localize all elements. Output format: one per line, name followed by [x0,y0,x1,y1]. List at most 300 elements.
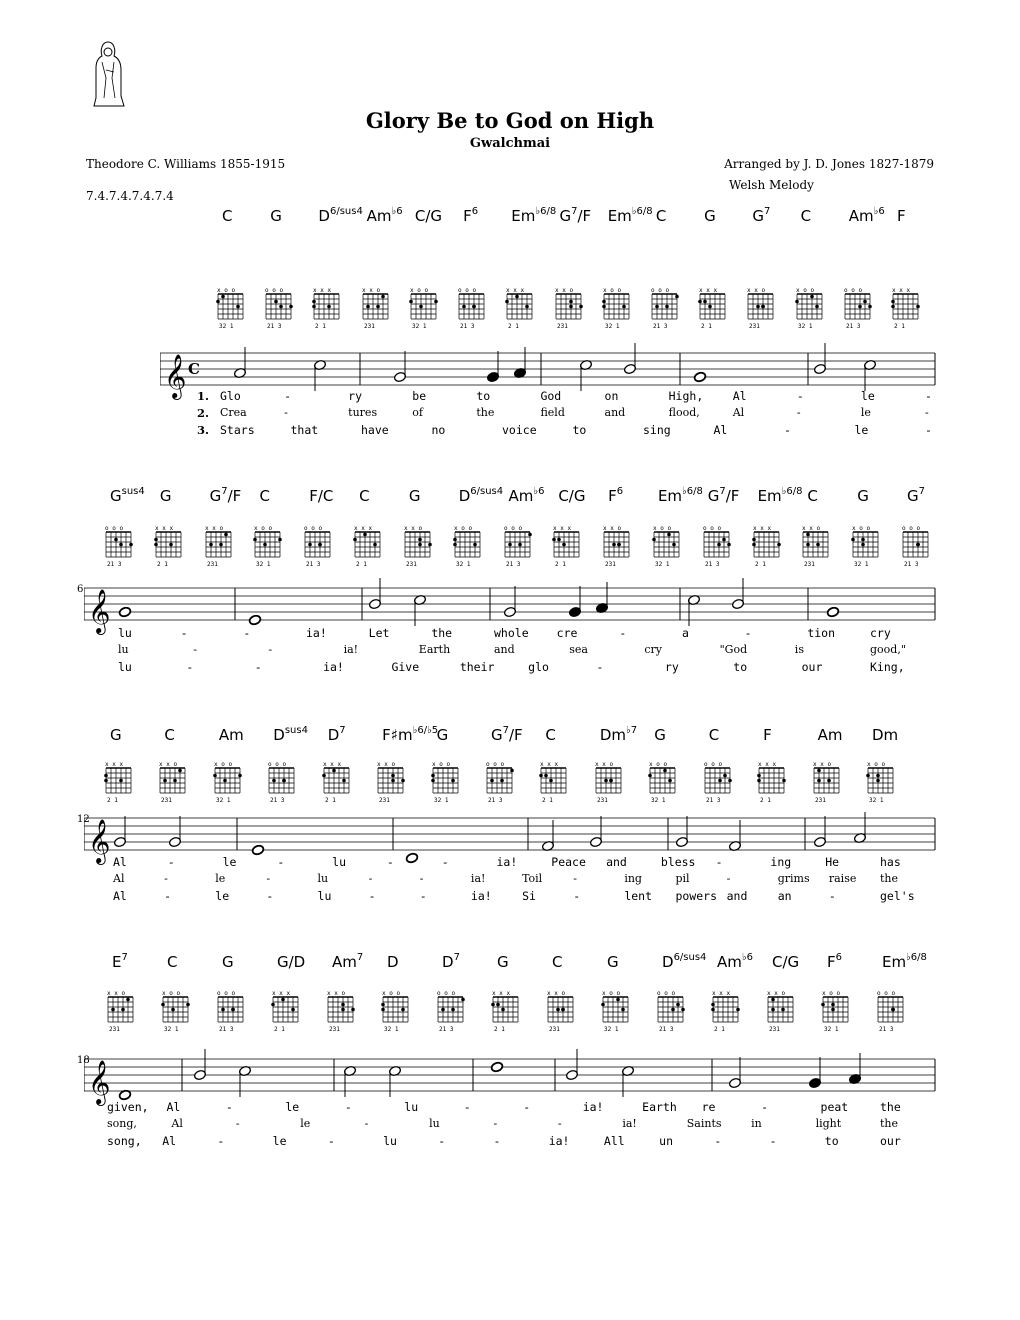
svg-text:o o o: o o o [437,990,456,997]
chord-diagram [161,989,195,1037]
lyric-syllable: light [815,1117,842,1130]
chord-symbol: $G^7/F$ [707,486,740,505]
svg-text:2 1: 2 1 [714,1026,725,1033]
lyric-syllable: ing [770,855,792,869]
lyric-syllable: lu [317,872,329,885]
chord-symbol: C/G [772,953,800,971]
svg-text:o o o: o o o [703,761,722,768]
lyric-syllable: - [277,855,285,869]
chord-diagram [876,989,910,1037]
svg-text:21 3: 21 3 [705,797,721,804]
chord-diagram [594,760,628,808]
lyric-syllable: to [733,660,748,674]
chord-symbol: $D^7$ [327,725,346,744]
chord-diagram [303,524,337,572]
svg-text:x x x: x x x [506,287,525,294]
lyric-syllable: pil [675,872,690,885]
note-head [693,371,706,382]
measure-number: 12 [77,814,90,825]
lyric-syllable: ia! [622,1117,637,1130]
chord-symbol: $F♯m^{♭6/♭5}$ [382,725,439,744]
lyric-syllable: - [368,889,376,903]
lyric-syllable: and [726,889,748,903]
lyric-syllable: le [215,889,230,903]
lyric-syllable: - [284,406,288,419]
chord-symbol: $Am^{♭6}$ [717,952,753,971]
svg-text:x x o: x x o [603,525,622,532]
lyric-syllable: - [268,643,273,656]
chord-symbol: $Am^{♭6}$ [366,206,403,225]
arranger: Arranged by J. D. Jones 1827-1879 [724,157,934,171]
chord-diagram [648,760,682,808]
lyric-syllable: cry [644,643,663,656]
lyric-syllable: Peace [551,855,586,869]
lyric-syllable: Crea [220,406,247,419]
chord-diagram [431,760,465,808]
chord-diagram [652,524,686,572]
svg-text:x x o: x x o [767,990,786,997]
chord-diagram [821,989,855,1037]
chord-diagram [901,524,935,572]
lyric-syllable: field [540,406,565,419]
chord-symbol: C [800,207,812,225]
svg-text:x o o: x o o [852,525,871,532]
lyric-syllable: le [300,1117,311,1130]
chord-symbol: C [708,726,720,744]
lyric-syllable: - [164,872,168,885]
lyric-syllable: - [186,660,194,674]
note-head [405,852,418,863]
note-head [826,606,839,617]
lyric-syllable: powers [675,889,717,903]
lyric-syllable: - [769,1134,777,1148]
svg-text:x x x: x x x [105,761,124,768]
lyric-syllable: Toil [522,872,543,885]
chord-diagram [601,989,635,1037]
svg-text:x x o: x x o [594,761,613,768]
svg-text:x x x: x x x [354,525,373,532]
lyric-syllable: le [860,406,871,419]
lyric-syllable: - [266,889,274,903]
lyric-syllable: the [880,1117,899,1130]
lyric-syllable: whole [494,626,529,640]
lyric-syllable: - [796,406,801,419]
svg-text:x o o: x o o [795,287,814,294]
chord-diagram [353,524,387,572]
chord-diagram [746,286,780,334]
chord-diagram [757,760,791,808]
lyric-syllable: - [828,889,836,903]
lyric-syllable: - [784,423,791,437]
svg-text:x o o: x o o [649,761,668,768]
chord-symbol: $Em^{♭6/8}$ [607,206,653,225]
svg-text:231: 231 [206,561,218,568]
lyric-syllable: - [386,855,394,869]
tune-name: Gwalchmai [469,136,551,151]
chord-diagram [104,760,138,808]
svg-text:32 1: 32 1 [651,797,666,804]
music-staff [84,1049,945,1109]
verse-number: 2. [197,406,210,420]
svg-text:21 3: 21 3 [267,323,282,330]
lyric-syllable: Give [391,660,420,674]
lyric-syllable: - [254,660,262,674]
lyric-syllable: grims [777,872,810,885]
lyric-syllable: le [222,855,237,869]
lyric-syllable: Saints [686,1117,722,1130]
svg-text:21 3: 21 3 [704,561,720,568]
lyric-syllable: lu [429,1117,440,1130]
svg-text:32 1: 32 1 [433,797,449,804]
chord-diagram [698,286,732,334]
svg-text:32 1: 32 1 [411,323,427,330]
svg-text:x x o: x x o [361,287,380,294]
chord-symbol: $F^6$ [463,206,479,225]
svg-text:231: 231 [814,797,826,804]
note-head [118,606,131,617]
chord-symbol: C [545,726,556,744]
svg-text:x o o: x o o [602,287,621,294]
svg-text:x o o: x o o [217,287,236,294]
lyric-syllable: no [431,423,446,437]
lyric-syllable: Al [166,1100,181,1114]
svg-text:231: 231 [379,797,390,804]
svg-text:x o o: x o o [409,287,428,294]
svg-text:231: 231 [329,1026,340,1033]
svg-text:2 1: 2 1 [156,561,168,568]
lyric-syllable: tures [348,406,378,419]
chord-diagram [602,524,636,572]
svg-text:x o o: x o o [652,525,671,532]
svg-text:21 3: 21 3 [505,561,520,568]
svg-text:231: 231 [749,323,761,330]
lyric-syllable: and [606,855,627,869]
chord-symbol: C [552,953,563,971]
lyric-syllable: God [540,389,562,403]
verse-number: 1. [197,389,210,403]
chord-symbol: $Am^{♭6}$ [848,206,885,225]
lyric-syllable: and [604,406,626,419]
lyric-syllable: good," [870,643,906,656]
lyric-syllable: - [419,872,424,885]
measure-number: 18 [77,1055,90,1066]
svg-text:231: 231 [804,561,816,568]
lyric-syllable: Al [713,423,728,437]
svg-text:o o o: o o o [458,287,477,294]
chord-symbol: G [704,207,716,225]
lyric-syllable: le [860,389,875,403]
author: Theodore C. Williams 1855-1915 [86,157,286,171]
svg-text:x o o: x o o [382,990,401,997]
treble-clef-icon: 𝄞 [164,354,187,398]
lyric-syllable: - [796,389,804,403]
svg-text:231: 231 [596,797,608,804]
svg-text:21 3: 21 3 [219,1026,234,1033]
chord-symbol: $G^{sus4}$ [110,486,145,505]
lyric-syllable: - [714,1134,722,1148]
chord-symbol: C [164,726,175,744]
chord-diagram [104,524,138,572]
svg-text:32 1: 32 1 [824,1026,839,1033]
svg-text:x x x: x x x [272,990,291,997]
lyric-syllable: ia! [548,1134,570,1148]
svg-text:231: 231 [109,1026,120,1033]
chord-diagram [703,760,737,808]
svg-text:x x x: x x x [322,761,341,768]
chord-symbol: $G^7/F$ [491,725,523,744]
lyric-syllable: have [361,423,389,437]
lyric-syllable: ia! [470,889,492,903]
svg-text:2 1: 2 1 [356,561,367,568]
chord-symbol: G [408,487,421,505]
chord-diagram [702,524,736,572]
chord-diagram [271,989,305,1037]
svg-text:21 3: 21 3 [270,797,285,804]
treble-clef-icon: 𝄞 [88,1060,111,1104]
lyric-syllable: - [463,1100,471,1114]
svg-text:x o o: x o o [254,525,273,532]
svg-text:o o o: o o o [217,990,236,997]
lyric-syllable: un [659,1134,673,1148]
svg-text:x x x: x x x [154,525,173,532]
lyric-syllable: voice [502,423,537,437]
chord-symbol: C [655,207,667,225]
lyric-syllable: ry [348,389,363,403]
svg-text:x x o: x x o [204,525,223,532]
lyric-syllable: - [217,1134,225,1148]
lyric-syllable: High, [668,389,704,403]
svg-text:x x x: x x x [553,525,572,532]
lyric-syllable: ry [664,660,679,674]
lyric-syllable: ia! [582,1100,604,1114]
lyric-syllable: ia! [496,855,518,869]
chord-symbol: C [167,953,178,971]
svg-text:x x o: x x o [107,990,126,997]
treble-clef-icon: 𝄞 [88,589,111,633]
svg-text:o o o: o o o [486,761,505,768]
chord-symbol: G [654,726,666,744]
svg-text:231: 231 [549,1026,560,1033]
chord-symbol: G [607,953,619,971]
chord-diagram [851,524,885,572]
svg-text:21 3: 21 3 [904,561,919,568]
chord-diagram [491,989,525,1037]
chord-diagram [158,760,192,808]
svg-text:231: 231 [605,561,616,568]
chord-symbol: F [763,726,772,744]
svg-text:32 1: 32 1 [604,1026,619,1033]
lyric-syllable: - [266,872,271,885]
svg-text:21 3: 21 3 [460,323,475,330]
chord-diagram [322,760,356,808]
chord-symbol: $F^6$ [827,952,843,971]
chord-symbol: C [259,487,270,505]
svg-text:231: 231 [161,797,173,804]
svg-text:x o o: x o o [602,990,621,997]
lyric-syllable: - [573,889,581,903]
svg-text:o o o: o o o [304,525,323,532]
chord-diagram [552,524,586,572]
chord-symbol: $E^7$ [112,952,128,971]
lyric-syllable: - [235,1117,240,1130]
lyric-syllable: - [193,643,197,656]
svg-text:x o o: x o o [822,990,841,997]
lyric-syllable: - [925,423,932,437]
svg-text:32 1: 32 1 [854,561,869,568]
chord-diagram [812,760,846,808]
lyric-syllable: - [419,889,427,903]
chord-diagram [213,760,247,808]
lyric-syllable: - [441,855,449,869]
source: Welsh Melody [729,178,814,192]
lyric-syllable: le [854,423,869,437]
lyric-syllable: peat [820,1100,849,1114]
lyric-syllable: ia! [306,626,327,640]
lyric-syllable: the [476,406,495,419]
lyric-syllable: on [604,389,619,403]
lyric-syllable: - [761,1100,768,1114]
lyric-syllable: - [180,626,188,640]
svg-text:x x o: x x o [377,761,396,768]
svg-text:x o o: x o o [453,525,472,532]
lyric-syllable: lu [404,1100,419,1114]
lyric-syllable: le [272,1134,287,1148]
chord-symbol: C/G [414,207,442,225]
svg-text:x x x: x x x [699,287,718,294]
svg-text:32 1: 32 1 [604,323,620,330]
lyric-syllable: - [493,1134,501,1148]
svg-text:x x o: x x o [747,287,766,294]
chord-diagram [650,286,684,334]
chord-symbol: G [857,487,869,505]
chord-symbol: C [807,487,818,505]
svg-text:o o o: o o o [702,525,721,532]
chord-symbol: $G^7$ [752,206,771,225]
chord-symbol: Dm [872,726,899,744]
svg-text:2 1: 2 1 [315,323,327,330]
lyric-syllable: - [925,389,932,403]
svg-text:32 1: 32 1 [384,1026,399,1033]
angel-logo-icon [88,38,132,108]
chord-symbol: C [222,207,233,225]
lyric-syllable: Al [113,855,127,869]
svg-text:231: 231 [363,323,375,330]
chord-diagram [602,286,636,334]
lyric-syllable: lu [118,660,132,674]
svg-text:21 3: 21 3 [306,561,321,568]
svg-text:21 3: 21 3 [652,323,668,330]
svg-text:x x o: x x o [812,761,831,768]
chord-diagram [106,989,140,1037]
chord-diagram [866,760,900,808]
svg-text:32 1: 32 1 [654,561,670,568]
lyric-syllable: sing [643,423,671,437]
lyric-syllable: - [243,626,251,640]
lyric-syllable: an [777,889,792,903]
lyric-syllable: has [880,855,901,869]
lyric-syllable: and [494,643,515,656]
chord-symbol: F/C [309,487,334,505]
lyric-syllable: - [573,872,577,885]
chord-diagram [891,286,925,334]
svg-text:231: 231 [556,323,568,330]
chord-diagram [457,286,491,334]
lyric-syllable: He [825,855,840,869]
lyric-syllable: tion [807,626,836,640]
lyric-syllable: - [596,660,604,674]
lyric-syllable: Al [113,889,127,903]
lyric-syllable: song, [107,1117,137,1130]
lyric-syllable: le [285,1100,300,1114]
lyric-syllable: - [493,1117,498,1130]
lyric-syllable: lu [383,1134,397,1148]
chord-symbol: $D^{6/sus4}$ [662,952,707,971]
measure-number: 6 [77,584,84,595]
lyric-syllable: be [412,389,427,403]
chord-symbol: $D^{sus4}$ [273,725,308,744]
chord-symbol: G [159,487,172,505]
chord-diagram [752,524,786,572]
lyric-syllable: "God [719,643,748,656]
chord-symbol: Am$^7$ [332,952,364,971]
chord-symbol: $F^6$ [608,486,624,505]
note-head [251,844,264,855]
chord-diagram [505,286,539,334]
lyric-syllable: - [225,1100,233,1114]
chord-symbol: $D^{6/sus4}$ [318,206,363,225]
chord-diagram [539,760,573,808]
svg-text:x x o: x x o [327,990,346,997]
svg-text:21 3: 21 3 [439,1026,454,1033]
lyric-syllable: given, [107,1100,149,1114]
lyric-syllable: lu [317,889,332,903]
chord-diagram [503,524,537,572]
svg-text:x x x: x x x [313,287,332,294]
svg-text:32 1: 32 1 [164,1026,179,1033]
lyric-syllable: their [459,660,495,674]
svg-text:2 1: 2 1 [107,797,118,804]
lyric-syllable: of [412,406,423,419]
chord-symbol: $Em^{♭6/8}$ [657,486,703,505]
chord-symbol: $Am^{♭6}$ [508,486,545,505]
lyric-syllable: - [619,626,627,640]
svg-text:21 3: 21 3 [659,1026,674,1033]
svg-text:32 1: 32 1 [797,323,813,330]
lyric-syllable: to [824,1134,839,1148]
svg-text:o o o: o o o [503,525,522,532]
svg-text:2 1: 2 1 [324,797,336,804]
lyric-syllable: - [327,1134,335,1148]
chord-diagram [766,989,800,1037]
svg-text:21 3: 21 3 [879,1026,894,1033]
chord-diagram [711,989,745,1037]
chord-diagram [801,524,835,572]
chord-symbol: C [359,487,370,505]
lyric-syllable: - [438,1134,446,1148]
lyric-syllable: - [284,389,292,403]
lyric-syllable: - [715,855,723,869]
svg-text:x x x: x x x [892,287,911,294]
svg-text:21 3: 21 3 [845,323,861,330]
chord-diagram [436,989,470,1037]
chord-diagram [154,524,188,572]
svg-text:o o o: o o o [902,525,921,532]
chord-diagram [409,286,443,334]
chord-symbol: $D^{6/sus4}$ [458,486,504,505]
song-title: Glory Be to God on High [365,108,655,133]
lyric-syllable: flood, [668,406,700,419]
svg-text:o o o: o o o [843,287,862,294]
